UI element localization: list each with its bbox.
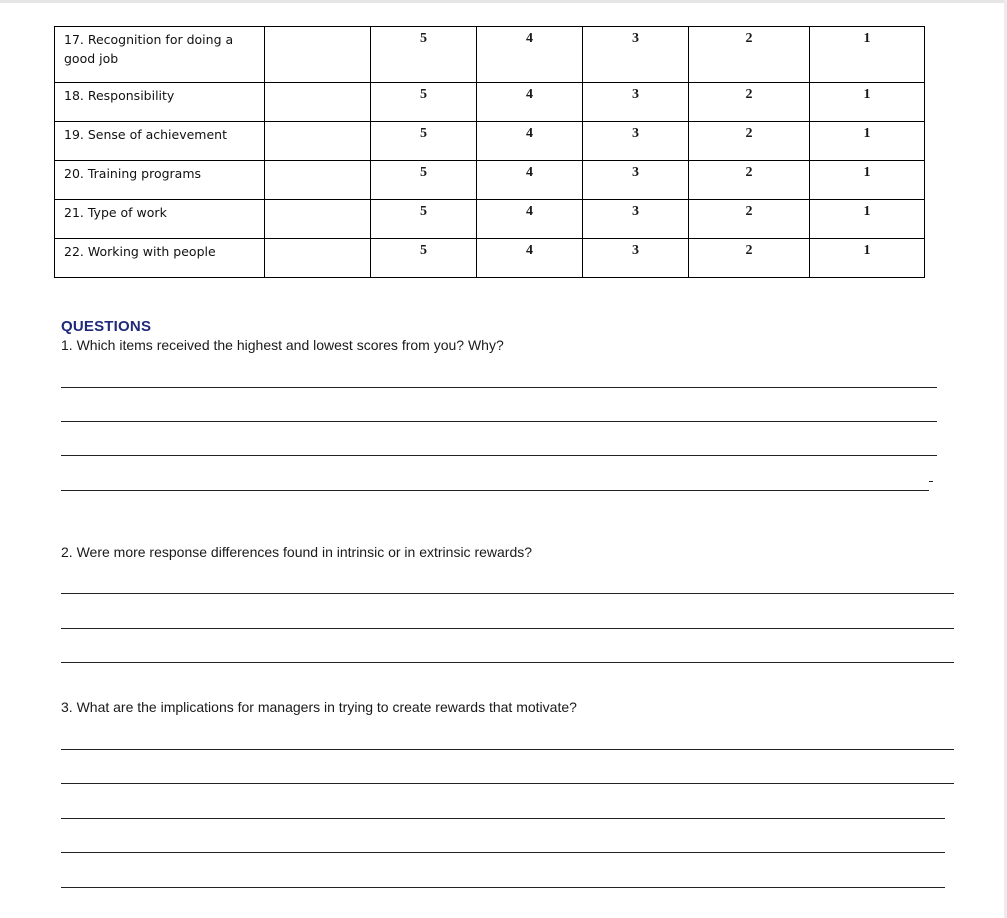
score-option[interactable]: 2 [689,83,810,122]
item-label: 19. Sense of achievement [55,122,265,161]
rating-table [54,26,925,278]
item-label: 21. Type of work [55,200,265,239]
score-option[interactable]: 4 [477,83,583,122]
question-3: 3. What are the implications for managers in trying to create rewards that motivate? [61,699,577,715]
score-option[interactable]: 4 [477,239,583,278]
score-option[interactable]: 2 [689,200,810,239]
blank-cell [265,200,371,239]
answer-line[interactable] [61,455,937,456]
score-option[interactable]: 1 [810,122,925,161]
score-option[interactable]: 1 [810,239,925,278]
table-row [55,239,925,278]
answer-line[interactable] [61,387,937,388]
score-option[interactable]: 4 [477,200,583,239]
score-option[interactable]: 4 [477,161,583,200]
score-option[interactable]: 3 [583,122,689,161]
blank-cell [265,27,371,83]
blank-cell [265,83,371,122]
answer-line[interactable] [61,662,954,663]
score-option[interactable]: 5 [371,122,477,161]
answer-line[interactable] [61,421,937,422]
score-option[interactable]: 3 [583,161,689,200]
table-row [55,161,925,200]
item-label: 20. Training programs [55,161,265,200]
answer-line[interactable] [61,490,929,491]
table-row [55,27,925,83]
item-label: 18. Responsibility [55,83,265,122]
answer-line[interactable] [61,783,954,784]
score-option[interactable]: 1 [810,161,925,200]
score-option[interactable]: 5 [371,239,477,278]
table-row [55,122,925,161]
answer-line[interactable] [61,818,945,819]
table-row [55,83,925,122]
blank-cell [265,239,371,278]
stray-mark [929,481,933,482]
score-option[interactable]: 5 [371,161,477,200]
answer-line[interactable] [61,852,945,853]
blank-cell [265,122,371,161]
score-option[interactable]: 2 [689,239,810,278]
score-option[interactable]: 3 [583,239,689,278]
score-option[interactable]: 2 [689,27,810,83]
table-row [55,200,925,239]
answer-line[interactable] [61,749,954,750]
answer-line[interactable] [61,887,945,888]
score-option[interactable]: 5 [371,200,477,239]
blank-cell [265,161,371,200]
score-option[interactable]: 2 [689,122,810,161]
score-option[interactable]: 4 [477,122,583,161]
item-label: 17. Recognition for doing a good job [55,27,265,83]
item-label: 22. Working with people [55,239,265,278]
answer-line[interactable] [61,628,954,629]
score-option[interactable]: 3 [583,83,689,122]
questions-heading: QUESTIONS [61,318,152,335]
question-2: 2. Were more response differences found in intrinsic or in extrinsic rewards? [61,544,533,560]
score-option[interactable]: 5 [371,83,477,122]
question-1: 1. Which items received the highest and lowest scores from you? Why? [61,337,504,353]
score-option[interactable]: 3 [583,27,689,83]
score-option[interactable]: 5 [371,27,477,83]
page-top-edge [0,0,1007,3]
score-option[interactable]: 2 [689,161,810,200]
score-option[interactable]: 1 [810,200,925,239]
score-option[interactable]: 1 [810,83,925,122]
score-option[interactable]: 1 [810,27,925,83]
score-option[interactable]: 4 [477,27,583,83]
answer-line[interactable] [61,593,954,594]
score-option[interactable]: 3 [583,200,689,239]
